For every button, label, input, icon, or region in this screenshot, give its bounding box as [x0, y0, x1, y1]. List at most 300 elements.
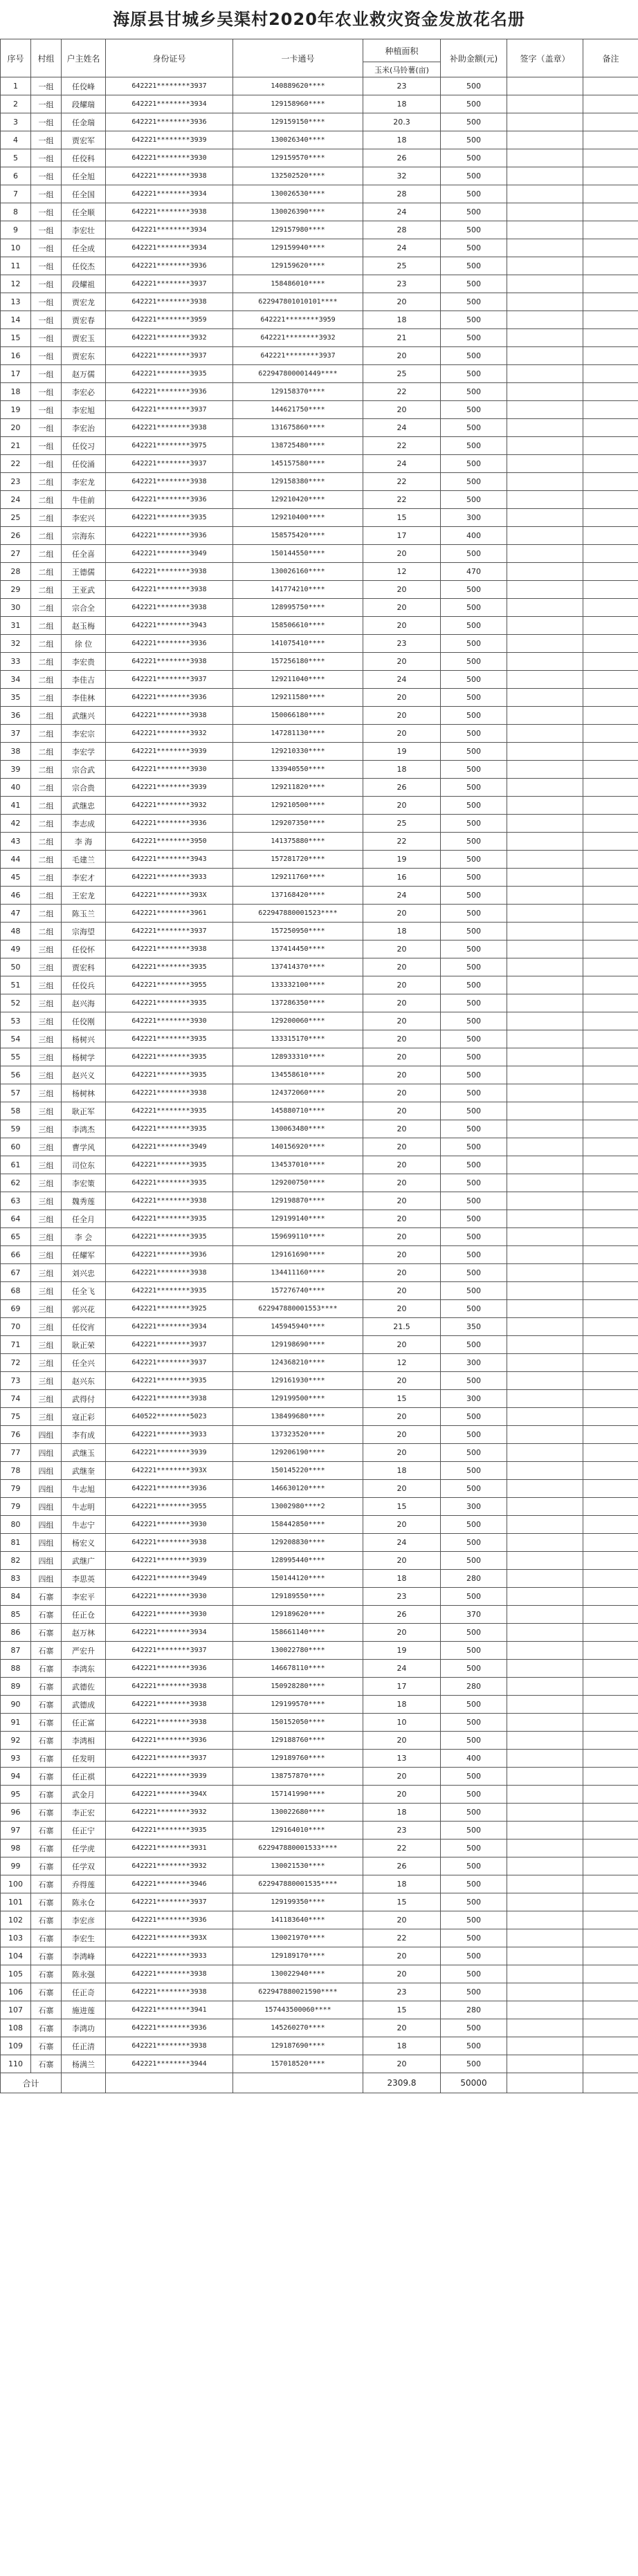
row-note [583, 347, 638, 365]
row-group: 四组 [31, 1516, 62, 1534]
row-note [583, 1444, 638, 1462]
table-row [1, 1588, 638, 1606]
row-area: 22 [363, 437, 441, 455]
row-card-number: 141375880**** [233, 833, 363, 851]
row-group: 石寨 [31, 1840, 62, 1857]
table-row [1, 1210, 638, 1228]
row-area: 20 [363, 1048, 441, 1066]
row-amount: 500 [441, 958, 507, 976]
table-row [1, 1066, 638, 1084]
row-number: 34 [1, 671, 31, 689]
row-number: 30 [1, 599, 31, 617]
row-signature [507, 1264, 583, 1282]
table-row [1, 851, 638, 869]
row-signature [507, 1120, 583, 1138]
row-card-number: 137323520**** [233, 1426, 363, 1444]
header-area: 种植面积 [363, 39, 441, 62]
row-card-number: 134537010**** [233, 1156, 363, 1174]
row-note [583, 329, 638, 347]
row-number: 74 [1, 1390, 31, 1408]
row-card-number: 129199570**** [233, 1696, 363, 1714]
row-amount: 500 [441, 1192, 507, 1210]
table-row [1, 1318, 638, 1336]
row-group: 三组 [31, 1390, 62, 1408]
row-group: 三组 [31, 1210, 62, 1228]
row-name: 王德儒 [62, 563, 106, 581]
row-signature [507, 1084, 583, 1102]
row-name: 王宏龙 [62, 887, 106, 905]
row-note [583, 1048, 638, 1066]
table-row [1, 1264, 638, 1282]
row-group: 石寨 [31, 1696, 62, 1714]
row-group: 二组 [31, 851, 62, 869]
row-note [583, 743, 638, 761]
total-row [1, 2073, 638, 2093]
row-signature [507, 1875, 583, 1893]
row-area: 24 [363, 455, 441, 473]
row-signature [507, 1696, 583, 1714]
page-title: 海原县甘城乡吴渠村2020年农业救灾资金发放花名册 [113, 10, 525, 29]
row-amount: 500 [441, 1048, 507, 1066]
row-note [583, 1552, 638, 1570]
row-id-number: 642221********3936 [106, 815, 233, 833]
row-number: 82 [1, 1552, 31, 1570]
row-signature [507, 851, 583, 869]
row-amount: 500 [441, 976, 507, 994]
row-signature [507, 131, 583, 149]
row-signature [507, 994, 583, 1012]
row-card-number: 622947801010101**** [233, 293, 363, 311]
row-area: 23 [363, 1822, 441, 1840]
row-note [583, 2037, 638, 2055]
row-area: 20 [363, 1228, 441, 1246]
row-number: 1 [1, 77, 31, 95]
table-row [1, 940, 638, 958]
table-row [1, 1120, 638, 1138]
row-card-number: 129158370**** [233, 383, 363, 401]
row-signature [507, 1138, 583, 1156]
row-group: 一组 [31, 95, 62, 113]
row-name: 李鸿杰 [62, 1120, 106, 1138]
row-signature [507, 1786, 583, 1804]
row-note [583, 851, 638, 869]
row-name: 任全成 [62, 239, 106, 257]
table-row [1, 725, 638, 743]
row-amount: 500 [441, 887, 507, 905]
row-area: 12 [363, 1354, 441, 1372]
row-number: 77 [1, 1444, 31, 1462]
row-number: 94 [1, 1768, 31, 1786]
row-id-number: 642221********394X [106, 1786, 233, 1804]
row-group: 三组 [31, 976, 62, 994]
row-id-number: 642221********3936 [106, 1246, 233, 1264]
row-id-number: 642221********3959 [106, 311, 233, 329]
row-signature [507, 1030, 583, 1048]
row-card-number: 129199350**** [233, 1893, 363, 1911]
row-group: 石寨 [31, 1588, 62, 1606]
row-group: 二组 [31, 725, 62, 743]
row-amount: 500 [441, 221, 507, 239]
row-card-number: 145880710**** [233, 1102, 363, 1120]
row-card-number: 137414370**** [233, 958, 363, 976]
row-number: 64 [1, 1210, 31, 1228]
row-signature [507, 1893, 583, 1911]
table-row [1, 994, 638, 1012]
row-name: 赵兴海 [62, 994, 106, 1012]
row-number: 67 [1, 1264, 31, 1282]
row-group: 二组 [31, 671, 62, 689]
row-signature [507, 275, 583, 293]
row-name: 赵万林 [62, 1624, 106, 1642]
row-signature [507, 437, 583, 455]
row-group: 石寨 [31, 1642, 62, 1660]
row-group: 石寨 [31, 1714, 62, 1732]
table-row [1, 671, 638, 689]
row-number: 85 [1, 1606, 31, 1624]
row-area: 24 [363, 239, 441, 257]
row-amount: 500 [441, 671, 507, 689]
header-area-sub: 玉米(马铃薯(亩) [363, 62, 441, 77]
row-amount: 500 [441, 1768, 507, 1786]
row-id-number: 642221********3930 [106, 1606, 233, 1624]
row-name: 任全旭 [62, 167, 106, 185]
row-name: 赵玉梅 [62, 617, 106, 635]
row-signature [507, 1354, 583, 1372]
row-signature [507, 1929, 583, 1947]
row-name: 李鸿相 [62, 1732, 106, 1750]
row-number: 44 [1, 851, 31, 869]
row-group: 三组 [31, 1138, 62, 1156]
row-number: 42 [1, 815, 31, 833]
table-row [1, 1534, 638, 1552]
row-signature [507, 1372, 583, 1390]
row-amount: 500 [441, 1893, 507, 1911]
row-note [583, 1462, 638, 1480]
row-area: 21.5 [363, 1318, 441, 1336]
row-id-number: 642221********3934 [106, 185, 233, 203]
row-note [583, 509, 638, 527]
row-note [583, 1570, 638, 1588]
row-name: 杨树兴 [62, 1030, 106, 1048]
row-id-number: 642221********3935 [106, 1048, 233, 1066]
row-note [583, 1929, 638, 1947]
row-card-number: 147281130**** [233, 725, 363, 743]
row-area: 20 [363, 545, 441, 563]
row-group: 石寨 [31, 1804, 62, 1822]
row-number: 25 [1, 509, 31, 527]
row-name: 李宏旭 [62, 401, 106, 419]
row-number: 90 [1, 1696, 31, 1714]
row-number: 46 [1, 887, 31, 905]
row-id-number: 642221********3937 [106, 923, 233, 940]
row-name: 宗合武 [62, 761, 106, 779]
row-note [583, 131, 638, 149]
row-card-number: 130026160**** [233, 563, 363, 581]
row-signature [507, 707, 583, 725]
row-note [583, 257, 638, 275]
row-note [583, 185, 638, 203]
row-note [583, 1372, 638, 1390]
row-number: 73 [1, 1372, 31, 1390]
row-name: 乔得莲 [62, 1875, 106, 1893]
row-card-number: 150066180**** [233, 707, 363, 725]
table-row [1, 797, 638, 815]
row-note [583, 1480, 638, 1498]
row-signature [507, 869, 583, 887]
row-card-number: 133315170**** [233, 1030, 363, 1048]
row-amount: 500 [441, 1714, 507, 1732]
row-note [583, 275, 638, 293]
row-note [583, 293, 638, 311]
row-number: 57 [1, 1084, 31, 1102]
row-card-number: 150145220**** [233, 1462, 363, 1480]
row-note [583, 994, 638, 1012]
row-id-number: 642221********3938 [106, 1983, 233, 2001]
row-note [583, 1786, 638, 1804]
header-no: 序号 [1, 39, 31, 77]
row-group: 一组 [31, 257, 62, 275]
row-group: 二组 [31, 509, 62, 527]
row-signature [507, 797, 583, 815]
table-row [1, 833, 638, 851]
row-id-number: 642221********3938 [106, 563, 233, 581]
row-number: 37 [1, 725, 31, 743]
row-note [583, 833, 638, 851]
row-group: 二组 [31, 653, 62, 671]
row-name: 任学虎 [62, 1840, 106, 1857]
row-number: 86 [1, 1624, 31, 1642]
row-number: 35 [1, 689, 31, 707]
row-amount: 500 [441, 1228, 507, 1246]
row-note [583, 311, 638, 329]
row-signature [507, 1228, 583, 1246]
row-signature [507, 1840, 583, 1857]
row-id-number: 642221********3938 [106, 653, 233, 671]
row-group: 二组 [31, 581, 62, 599]
row-number: 38 [1, 743, 31, 761]
row-number: 18 [1, 383, 31, 401]
row-signature [507, 1642, 583, 1660]
row-number: 68 [1, 1282, 31, 1300]
row-name: 李宏治 [62, 419, 106, 437]
row-group: 一组 [31, 311, 62, 329]
row-note [583, 1516, 638, 1534]
row-number: 56 [1, 1066, 31, 1084]
row-note [583, 419, 638, 437]
row-id-number: 642221********3946 [106, 1875, 233, 1893]
row-amount: 400 [441, 1750, 507, 1768]
row-name: 贾宏科 [62, 958, 106, 976]
row-id-number: 642221********3935 [106, 509, 233, 527]
row-amount: 280 [441, 1570, 507, 1588]
row-card-number: 124368210**** [233, 1354, 363, 1372]
row-amount: 500 [441, 707, 507, 725]
table-row [1, 887, 638, 905]
row-group: 三组 [31, 1174, 62, 1192]
row-amount: 500 [441, 1102, 507, 1120]
row-number: 39 [1, 761, 31, 779]
row-group: 一组 [31, 329, 62, 347]
row-signature [507, 1408, 583, 1426]
row-number: 65 [1, 1228, 31, 1246]
row-number: 22 [1, 455, 31, 473]
row-amount: 500 [441, 1282, 507, 1300]
row-amount: 500 [441, 473, 507, 491]
row-id-number: 642221********3939 [106, 131, 233, 149]
row-name: 武继奎 [62, 1462, 106, 1480]
row-card-number: 129200060**** [233, 1012, 363, 1030]
row-signature [507, 545, 583, 563]
row-id-number: 642221********3936 [106, 1660, 233, 1678]
row-id-number: 642221********3938 [106, 1390, 233, 1408]
row-group: 石寨 [31, 1768, 62, 1786]
row-group: 二组 [31, 887, 62, 905]
row-area: 18 [363, 1462, 441, 1480]
table-row [1, 491, 638, 509]
row-area: 20 [363, 401, 441, 419]
row-amount: 500 [441, 203, 507, 221]
row-note [583, 1947, 638, 1965]
row-card-number: 157141990**** [233, 1786, 363, 1804]
row-card-number: 129210420**** [233, 491, 363, 509]
row-card-number: 622947800001449**** [233, 365, 363, 383]
row-card-number: 150928280**** [233, 1678, 363, 1696]
row-amount: 500 [441, 1138, 507, 1156]
row-name: 武德佐 [62, 1678, 106, 1696]
row-area: 17 [363, 1678, 441, 1696]
row-area: 28 [363, 185, 441, 203]
row-card-number: 157276740**** [233, 1282, 363, 1300]
row-amount: 280 [441, 2001, 507, 2019]
row-group: 石寨 [31, 1983, 62, 2001]
row-name: 任全国 [62, 185, 106, 203]
row-name: 任佼怀 [62, 940, 106, 958]
row-signature [507, 473, 583, 491]
row-group: 三组 [31, 1318, 62, 1336]
row-group: 二组 [31, 743, 62, 761]
row-id-number: 642221********3937 [106, 77, 233, 95]
row-note [583, 545, 638, 563]
table-row [1, 419, 638, 437]
table-row [1, 1965, 638, 1983]
row-amount: 500 [441, 1660, 507, 1678]
row-id-number: 642221********3935 [106, 1372, 233, 1390]
table-row [1, 167, 638, 185]
row-name: 李佳吉 [62, 671, 106, 689]
row-group: 一组 [31, 77, 62, 95]
row-signature [507, 1678, 583, 1696]
row-signature [507, 1857, 583, 1875]
row-id-number: 642221********3939 [106, 743, 233, 761]
row-signature [507, 976, 583, 994]
row-number: 50 [1, 958, 31, 976]
row-number: 23 [1, 473, 31, 491]
row-note [583, 1246, 638, 1264]
row-amount: 500 [441, 1804, 507, 1822]
row-note [583, 940, 638, 958]
row-amount: 500 [441, 239, 507, 257]
row-number: 40 [1, 779, 31, 797]
row-group: 一组 [31, 113, 62, 131]
row-card-number: 622947880001553**** [233, 1300, 363, 1318]
row-amount: 500 [441, 761, 507, 779]
row-name: 陈永仓 [62, 1893, 106, 1911]
row-number: 47 [1, 905, 31, 923]
row-name: 任佼宵 [62, 1318, 106, 1336]
row-amount: 500 [441, 1588, 507, 1606]
row-amount: 500 [441, 725, 507, 743]
row-signature [507, 221, 583, 239]
row-area: 20 [363, 958, 441, 976]
row-area: 20 [363, 1786, 441, 1804]
row-amount: 500 [441, 1534, 507, 1552]
row-group: 石寨 [31, 1624, 62, 1642]
row-amount: 280 [441, 1678, 507, 1696]
header-group: 村组 [31, 39, 62, 77]
row-number: 72 [1, 1354, 31, 1372]
row-amount: 500 [441, 833, 507, 851]
row-card-number: 13002980****2 [233, 1498, 363, 1516]
row-area: 20 [363, 1426, 441, 1444]
row-name: 段耀瑞 [62, 95, 106, 113]
row-signature [507, 581, 583, 599]
row-amount: 500 [441, 77, 507, 95]
row-id-number: 642221********3937 [106, 671, 233, 689]
row-number: 102 [1, 1911, 31, 1929]
row-id-number: 642221********3938 [106, 1264, 233, 1282]
row-amount: 500 [441, 1246, 507, 1264]
row-name: 李正宏 [62, 1804, 106, 1822]
row-card-number: 146630120**** [233, 1480, 363, 1498]
row-card-number: 129161690**** [233, 1246, 363, 1264]
row-card-number: 137414450**** [233, 940, 363, 958]
row-id-number: 642221********3936 [106, 1911, 233, 1929]
row-name: 武得付 [62, 1390, 106, 1408]
table-row [1, 1354, 638, 1372]
row-name: 李宏必 [62, 383, 106, 401]
row-card-number: 622947880001535**** [233, 1875, 363, 1893]
row-signature [507, 1156, 583, 1174]
row-group: 二组 [31, 473, 62, 491]
row-id-number: 642221********3935 [106, 1120, 233, 1138]
table-row [1, 905, 638, 923]
row-id-number: 642221********3935 [106, 1822, 233, 1840]
row-area: 20 [363, 2019, 441, 2037]
row-card-number: 128995750**** [233, 599, 363, 617]
row-id-number: 642221********3939 [106, 1552, 233, 1570]
row-area: 25 [363, 365, 441, 383]
row-name: 任金瑞 [62, 113, 106, 131]
table-row [1, 311, 638, 329]
row-number: 87 [1, 1642, 31, 1660]
row-id-number: 642221********3937 [106, 401, 233, 419]
row-area: 20 [363, 1516, 441, 1534]
row-group: 三组 [31, 1012, 62, 1030]
table-row [1, 239, 638, 257]
row-amount: 500 [441, 1516, 507, 1534]
row-group: 石寨 [31, 1893, 62, 1911]
row-name: 牛志明 [62, 1498, 106, 1516]
row-number: 104 [1, 1947, 31, 1965]
row-signature [507, 1210, 583, 1228]
row-number: 36 [1, 707, 31, 725]
row-area: 24 [363, 1534, 441, 1552]
row-signature [507, 599, 583, 617]
row-id-number: 642221********3936 [106, 2019, 233, 2037]
row-amount: 500 [441, 293, 507, 311]
row-area: 26 [363, 779, 441, 797]
table-row [1, 257, 638, 275]
